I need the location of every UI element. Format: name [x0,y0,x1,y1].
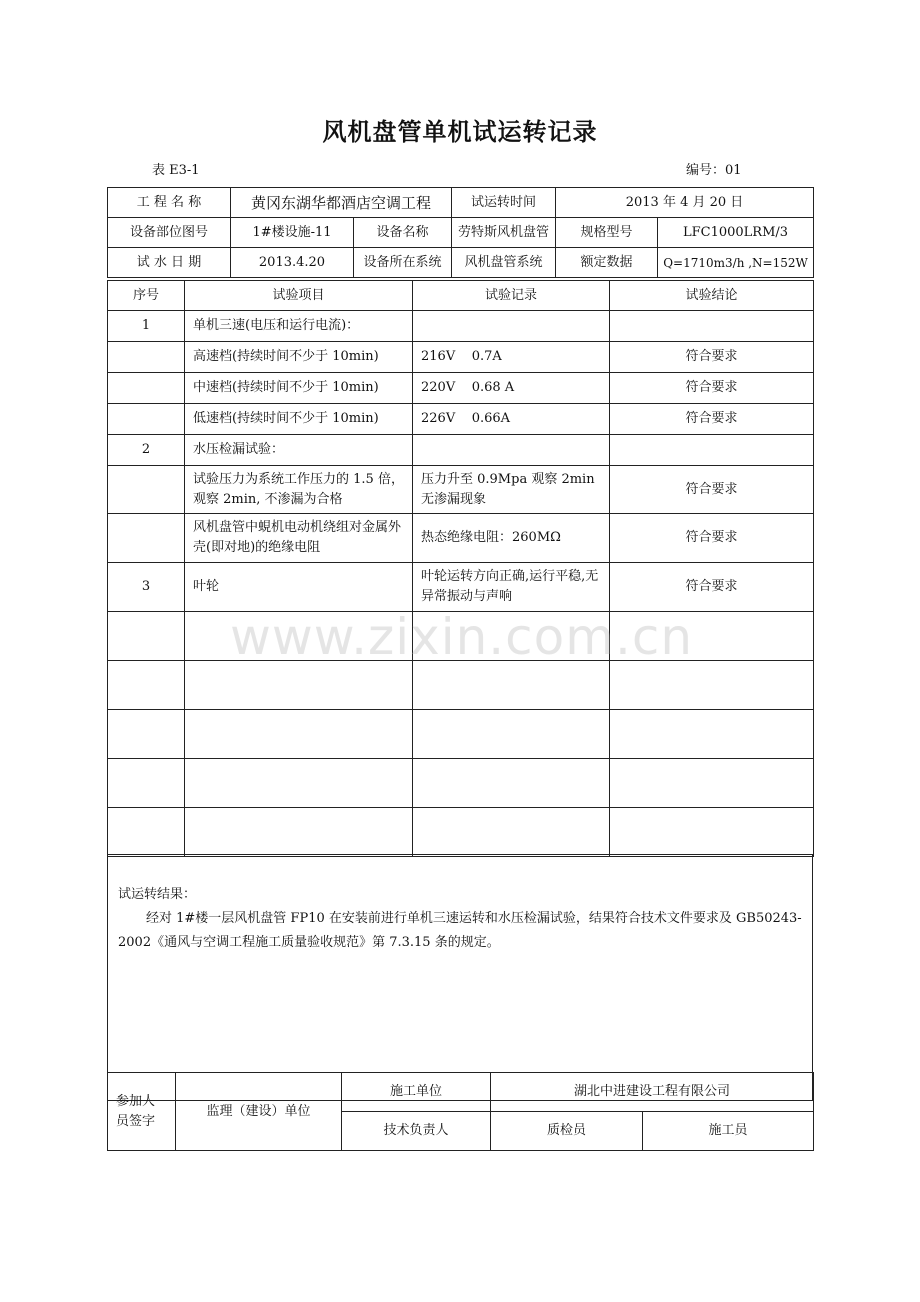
table-row [108,373,814,404]
test-date: 2013.4.20 [231,248,354,278]
project-name-label: 工 程 名 称 [108,188,231,218]
row-record [413,311,610,342]
row-no [108,514,185,563]
row-result: 符合要求 [610,514,814,563]
row-item: 水压检漏试验： [185,435,413,466]
system: 风机盘管系统 [452,248,556,278]
rated-label: 额定数据 [556,248,658,278]
part-drawing: 1#楼设施-11 [231,218,354,248]
equipment-name-label: 设备名称 [354,218,452,248]
run-time: 2013 年 4 月 20 日 [556,188,814,218]
model: LFC1000LRM/3 [658,218,814,248]
construction-unit: 湖北中进建设工程有限公司 [491,1073,814,1112]
empty-row [108,808,814,857]
row-record: 220V 0.68 A [413,373,610,404]
row-item: 高速档(持续时间不少于 10min) [185,342,413,373]
tech-lead-label: 技术负责人 [342,1112,491,1151]
test-date-label: 试 水 日 期 [108,248,231,278]
row-result: 符合要求 [610,373,814,404]
table-row [108,563,814,612]
row-item: 风机盘管中蜆机电动机绕组对金属外壳(即对地)的绝缘电阻 [185,514,413,563]
row-record: 226V 0.66A [413,404,610,435]
row-record: 216V 0.7A [413,342,610,373]
construction-unit-label: 施工单位 [342,1073,491,1112]
row-item: 试验压力为系统工作压力的 1.5 倍，观察 2min, 不渗漏为合格 [185,466,413,514]
header-no: 序号 [108,281,185,311]
serial-number: 编号：01 [686,163,742,178]
row-no: 1 [108,311,185,342]
row-item: 叶轮 [185,563,413,612]
row-item: 单机三速(电压和运行电流)： [185,311,413,342]
header-record: 试验记录 [413,281,610,311]
row-record: 压力升至 0.9Mpa 观察 2min 无渗漏现象 [413,466,610,514]
row-result [610,435,814,466]
row-result: 符合要求 [610,466,814,514]
empty-row [108,710,814,759]
row-result: 符合要求 [610,404,814,435]
header-result: 试验结论 [610,281,814,311]
run-time-label: 试运转时间 [452,188,556,218]
worker-label: 施工员 [643,1112,814,1151]
row-record: 叶轮运转方向正确,运行平稳,无异常振动与声响 [413,563,610,612]
result-section [107,854,813,1101]
header-item: 试验项目 [185,281,413,311]
part-drawing-label: 设备部位图号 [108,218,231,248]
row-no: 2 [108,435,185,466]
model-label: 规格型号 [556,218,658,248]
table-row [108,514,814,563]
row-no [108,466,185,514]
empty-row [108,759,814,808]
row-no [108,342,185,373]
equipment-name: 劳特斯风机盘管 [452,218,556,248]
row-result: 符合要求 [610,563,814,612]
row-result [610,311,814,342]
row-record [413,435,610,466]
row-result: 符合要求 [610,342,814,373]
row-no: 3 [108,563,185,612]
qc-label: 质检员 [491,1112,643,1151]
row-record: 热态绝缘电阻：260MΩ [413,514,610,563]
table-row [108,435,814,466]
rated: Q=1710m3/h ,N=152W [658,248,814,278]
test-table [107,280,814,857]
table-row [108,404,814,435]
table-row [108,311,814,342]
form-number: 表 E3-1 [152,163,200,178]
participants-label: 参加人员签字 [108,1073,176,1151]
result-cell [108,855,813,1101]
row-no [108,404,185,435]
row-item: 中速档(持续时间不少于 10min) [185,373,413,404]
row-no [108,373,185,404]
system-label: 设备所在系统 [354,248,452,278]
empty-row [108,661,814,710]
result-text: 经对 1#楼一层风机盘管 FP10 在安装前进行单机三速运转和水压检漏试验，结果符合技术文件要求及 GB50243-2002《通风与空调工程施工质量验收规范》第 7.3.15 条的规定。 [118,911,802,950]
table-row [108,466,814,514]
page-title: 风机盘管单机试运转记录 [322,118,598,146]
watermark: www.zixin.com.cn [230,608,694,666]
table-row [108,342,814,373]
row-item: 低速档(持续时间不少于 10min) [185,404,413,435]
signature-table [107,1072,814,1151]
project-name: 黄冈东湖华都酒店空调工程 [231,188,452,218]
info-table [107,187,814,278]
supervision-label: 监理（建设）单位 [176,1073,342,1151]
result-label: 试运转结果： [118,887,197,902]
